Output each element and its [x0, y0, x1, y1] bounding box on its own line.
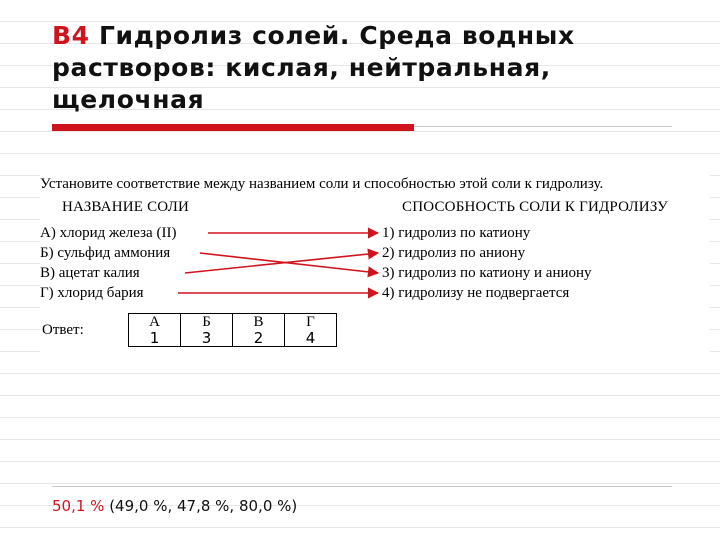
answer-label: Ответ: — [42, 322, 84, 338]
footer-stats — [52, 497, 297, 515]
footer-divider — [52, 486, 672, 487]
task-code: В4 — [52, 21, 90, 50]
salt-item-g: Г) хлорид бария — [40, 285, 144, 301]
task-image — [40, 172, 710, 367]
property-item-3: 3) гидролиз по катиону и аниону — [382, 265, 592, 281]
answer-letter-b: Б — [181, 314, 233, 331]
other-percents: (49,0 %, 47,8 %, 80,0 %) — [109, 497, 298, 515]
task-instruction: Установите соответствие между названием соли и способностью этой соли к гидролизу. — [40, 176, 604, 192]
answer-letter-a: А — [129, 314, 181, 331]
answer-value-g: 4 — [285, 330, 337, 347]
left-column-header: НАЗВАНИЕ СОЛИ — [62, 199, 189, 215]
answer-value-a: 1 — [129, 330, 181, 347]
right-column-header: СПОСОБНОСТЬ СОЛИ К ГИДРОЛИЗУ — [402, 199, 668, 215]
salt-item-b: Б) сульфид аммония — [40, 245, 171, 261]
answer-letter-v: В — [233, 314, 285, 331]
answer-table — [128, 313, 337, 347]
property-item-1: 1) гидролиз по катиону — [382, 225, 531, 241]
answer-value-b: 3 — [181, 330, 233, 347]
salt-item-a: А) хлорид железа (II) — [40, 225, 177, 241]
property-item-2: 2) гидролиз по аниону — [382, 245, 526, 261]
title-underline-accent — [52, 124, 414, 131]
slide-title — [52, 20, 692, 116]
answer-letter-g: Г — [285, 314, 337, 331]
salt-item-v: В) ацетат калия — [40, 265, 140, 281]
main-percent: 50,1 % — [52, 497, 105, 515]
answer-value-v: 2 — [233, 330, 285, 347]
title-underline-line — [414, 126, 672, 127]
title-text: Гидролиз солей. Среда водных растворов: кислая, нейтральная, щелочная — [52, 21, 575, 114]
property-item-4: 4) гидролизу не подвергается — [382, 285, 570, 301]
